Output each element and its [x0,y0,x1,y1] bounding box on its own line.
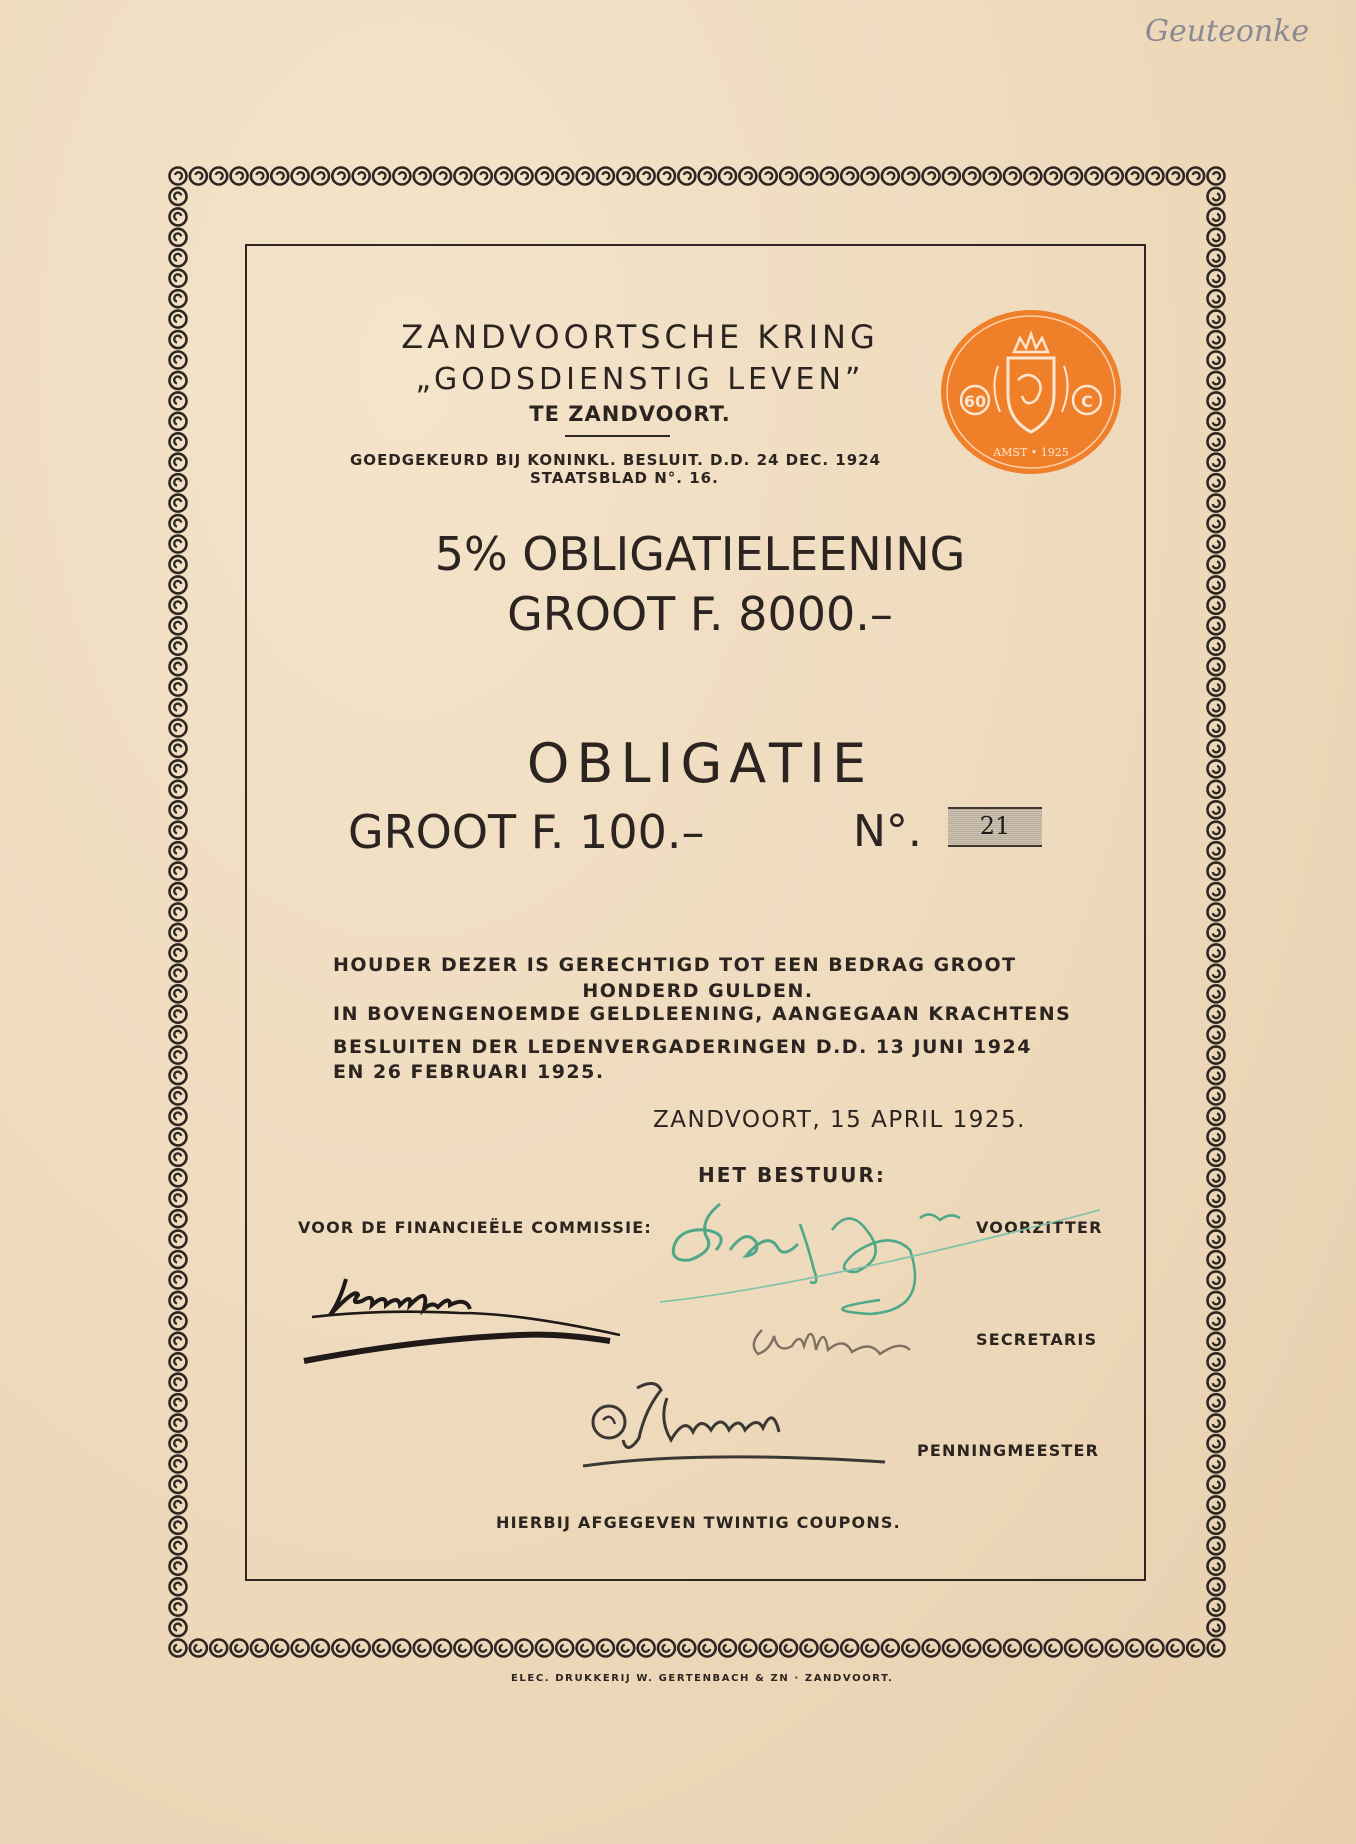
revenue-stamp [938,308,1124,476]
chairman-label: VOORZITTER [976,1218,1103,1237]
organization-location: TE ZANDVOORT. [529,402,731,426]
organization-subtitle: „GODSDIENSTIG LEVEN” [415,362,865,397]
organization-name: ZANDVOORTSCHE KRING [401,318,879,356]
secretary-signature [740,1300,970,1370]
financial-commission-label: VOOR DE FINANCIEËLE COMMISSIE: [298,1218,653,1237]
commission-signature [300,1265,640,1375]
printer-credit: ELEC. DRUKKERIJ W. GERTENBACH & ZN · ZANDVOORT. [511,1673,894,1684]
approval-decree: GOEDGEKEURD BIJ KONINKL. BESLUIT. D.D. 24 DEC. 1924 [350,451,882,469]
bond-number-label: N°. [853,806,922,857]
loan-amount: GROOT F. 8000.– [507,587,893,641]
body-line-3: IN BOVENGENOEMDE GELDLEENING, AANGEGAAN KRACHTENS [333,1003,1072,1025]
loan-title: 5% OBLIGATIELEENING [434,527,966,581]
body-line-4: BESLUITEN DER LEDENVERGADERINGEN D.D. 13 JUNI 1924 [333,1036,1032,1058]
board-heading: HET BESTUUR: [698,1163,886,1187]
bond-amount: GROOT F. 100.– [348,805,705,859]
header-divider [565,435,670,437]
bond-number: 21 [948,807,1042,847]
body-line-5: EN 26 FEBRUARI 1925. [333,1061,605,1083]
approval-gazette: STAATSBLAD N°. 16. [530,469,719,487]
coupons-note: HIERBIJ AFGEGEVEN TWINTIG COUPONS. [496,1513,901,1532]
stamp-left-value: 60 [963,392,987,411]
issue-date: ZANDVOORT, 15 APRIL 1925. [653,1107,1026,1133]
stamp-right-value: C [1081,392,1093,411]
secretary-label: SECRETARIS [976,1330,1098,1349]
body-line-2: HONDERD GULDEN. [582,980,814,1002]
stamp-arc-text: AMST • 1925 [993,446,1069,459]
pencil-annotation: Geuteonke [1145,14,1310,49]
body-line-1: HOUDER DEZER IS GERECHTIGD TOT EEN BEDRAG GROOT [333,954,1017,976]
bond-title: OBLIGATIE [526,732,874,795]
treasurer-signature [575,1370,895,1480]
treasurer-label: PENNINGMEESTER [917,1441,1100,1460]
